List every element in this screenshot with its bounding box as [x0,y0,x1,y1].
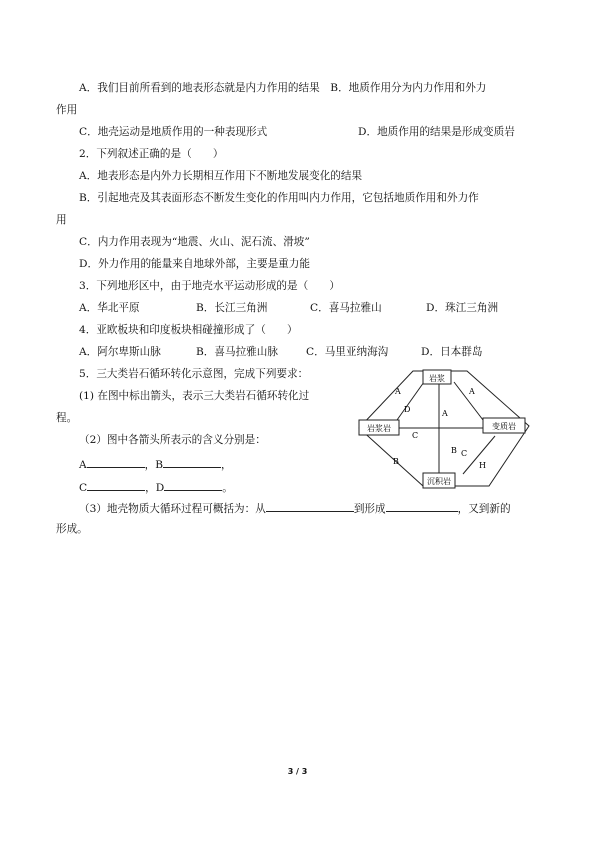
q1-option-a-b-text: A．我们目前所看到的地表形态就是内力作用的结果 B．地质作用分为内力作用和外力 [79,82,487,94]
magma-label: 岩浆 [429,374,445,383]
sedimentary-rock-label: 沉积岩 [427,477,451,486]
blank-b[interactable] [163,456,221,468]
arrow-label-a-right: A [469,387,475,396]
q1-option-c [79,125,267,139]
q2-option-c-text: C．内力作用表现为“地震、火山、泥石流、滑坡” [79,236,310,248]
q5-part1 [79,389,309,403]
q5-part1-continuation-text: 程。 [56,412,78,424]
q5-part2-blanks-cd [79,479,233,495]
magma-to-igneous-line [397,382,424,420]
blank-form[interactable] [386,500,458,512]
q5-part1-continuation [56,411,77,425]
arrow-label-a-center: A [442,409,448,418]
q3-stem-text: 3．下列地形区中，由于地壳水平运动形成的是（ ） [79,280,340,292]
label-b: ，B [144,459,164,471]
q3-stem [79,279,340,293]
q4-stem-text: 4．亚欧板块和印度板块相碰撞形成了（ ） [79,324,298,336]
q5-part3-continuation [56,522,88,536]
period: 。 [222,482,233,494]
arrow-label-b-center: B [451,446,457,455]
q2-option-b [79,191,479,205]
q2-stem-text: 2．下列叙述正确的是（ ） [79,148,224,160]
q3-option-a-text: A．华北平原 [79,302,140,314]
q4-option-d-text: D．日本群岛 [421,346,483,358]
q5-stem [79,367,308,381]
q4-option-c [306,345,388,359]
blank-d[interactable] [164,479,222,491]
q5-part3-text-1: （3）地壳物质大循环过程可概括为：从 [79,503,266,515]
q2-stem [79,147,223,161]
q2-option-b-continuation-text: 用 [56,214,67,226]
igneous-rock-label: 岩浆岩 [367,424,391,433]
q4-option-b-text: B．喜马拉雅山脉 [196,346,278,358]
arrow-label-c-center: C [412,431,419,440]
q4-option-b [196,345,278,359]
q2-option-c [79,235,310,249]
separator: ， [221,459,232,471]
blank-from[interactable] [266,500,354,512]
q2-option-d-text: D．外力作用的能量来自地球外部，主要是重力能 [79,258,310,270]
q2-option-d [79,257,310,271]
q4-option-a [79,345,161,359]
label-d: ，D [145,482,165,494]
blank-a[interactable] [87,456,145,468]
q3-option-c-text: C．喜马拉雅山 [310,302,382,314]
q1-option-d [358,125,515,139]
q5-part3-text-2: 到形成 [353,503,386,515]
q2-option-b-text: B．引起地壳及其表面形态不断发生变化的作用叫内力作用，它包括地质作用和外力作 [79,192,479,204]
q5-part3 [79,500,511,516]
label-c: C [79,482,88,494]
rock-cycle-diagram [355,368,535,496]
arrow-label-a-left: A [395,387,401,396]
q5-part2-blanks-ab [79,456,232,472]
q5-part2 [79,433,266,447]
q5-stem-text: 5．三大类岩石循环转化示意图，完成下列要求： [79,368,309,380]
blank-c[interactable] [87,479,145,491]
q1-option-b-continuation-text: 作用 [56,104,78,116]
q3-option-b [196,301,267,315]
q5-part1-text: (1) 在图中标出箭头，表示三大类岩石循环转化过 [79,390,310,402]
q3-option-d [426,301,498,315]
q2-option-a-text: A．地表形态是内外力长期相互作用下不断地发展变化的结果 [79,170,363,182]
q4-option-c-text: C．马里亚纳海沟 [306,346,389,358]
q4-option-d [421,345,482,359]
q1-option-c-text: C．地壳运动是地质作用的一种表现形式 [79,126,268,138]
arrow-label-c-right: C [461,449,468,458]
q3-option-d-text: D．珠江三角洲 [426,302,499,314]
q3-option-b-text: B．长江三角洲 [196,302,268,314]
q2-option-a [79,169,362,183]
metamorphic-rock-label: 变质岩 [492,422,516,431]
q2-option-b-continuation [56,213,67,227]
label-a: A [79,459,87,471]
q5-part2-text: （2）图中各箭头所表示的含义分别是： [79,434,266,446]
q1-option-b-continuation [56,103,77,117]
q3-option-c [310,301,382,315]
q5-part3-continuation-text: 形成。 [56,523,88,535]
q1-option-d-text: D．地质作用的结果是形成变质岩 [358,126,515,138]
arrow-label-b-left: B [393,457,399,466]
arrow-label-d: D [404,405,411,414]
arrow-label-h: H [479,461,486,470]
q4-option-a-text: A．阿尔卑斯山脉 [79,346,161,358]
q3-option-a [79,301,140,315]
q5-part3-text-3: ，又到新的 [457,503,511,515]
q4-stem [79,323,298,337]
page-number: 3 / 3 [287,767,308,776]
q1-option-a-b [79,81,486,95]
